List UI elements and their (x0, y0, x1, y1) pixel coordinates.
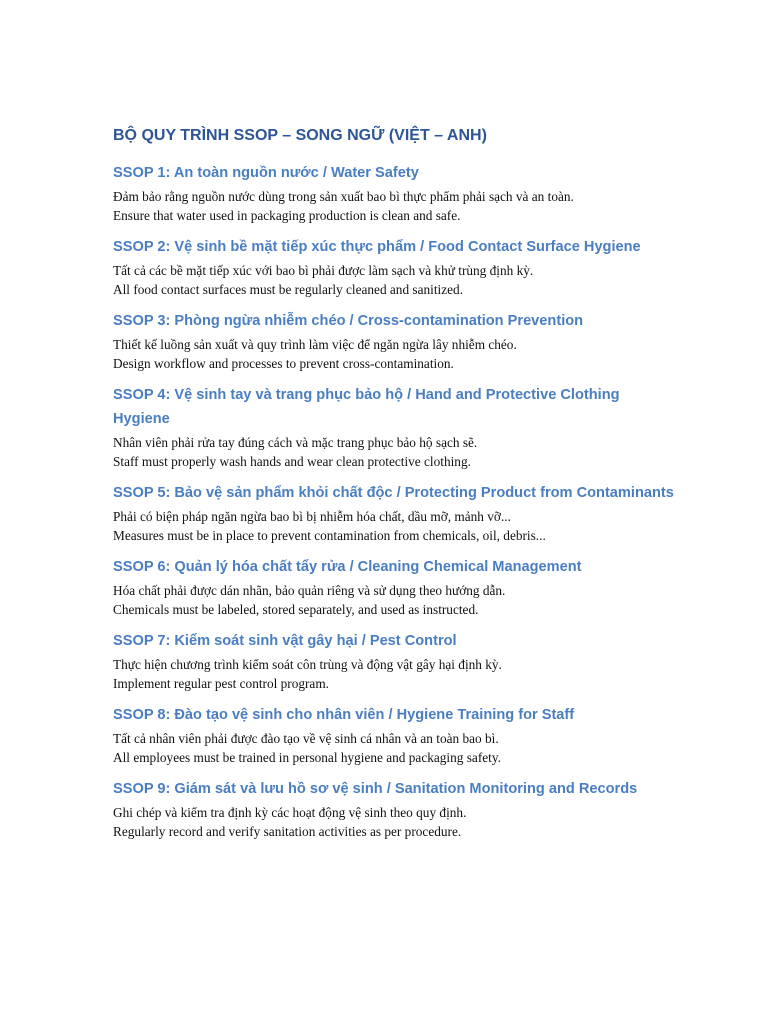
section-heading: SSOP 7: Kiểm soát sinh vật gây hại / Pest Control (113, 633, 457, 649)
section-text-en: Staff must properly wash hands and wear clean protective clothing. (113, 454, 471, 469)
section-heading: SSOP 8: Đào tạo vệ sinh cho nhân viên / Hygiene Training for Staff (113, 707, 575, 723)
section-text-vi: Hóa chất phải được dán nhãn, bảo quản riêng và sử dụng theo hướng dẫn. (113, 583, 506, 598)
section-heading: SSOP 4: Vệ sinh tay và trang phục bảo hộ / Hand and Protective Clothing Hygiene (113, 387, 620, 427)
section-text-en: Ensure that water used in packaging production is clean and safe. (113, 208, 461, 223)
section-text-en: Regularly record and verify sanitation activities as per procedure. (113, 824, 462, 839)
section-ssop-7 (113, 629, 673, 693)
section-text-vi: Thiết kế luồng sản xuất và quy trình làm việc để ngăn ngừa lây nhiễm chéo. (113, 337, 517, 352)
section-text-en: All employees must be trained in personal hygiene and packaging safety. (113, 750, 501, 765)
section-text-vi: Thực hiện chương trình kiểm soát côn trùng và động vật gây hại định kỳ. (113, 657, 502, 672)
section-ssop-8 (113, 703, 673, 767)
section-text-en: All food contact surfaces must be regularly cleaned and sanitized. (113, 282, 464, 297)
document-page (113, 124, 673, 851)
section-heading: SSOP 6: Quản lý hóa chất tẩy rửa / Cleaning Chemical Management (113, 559, 582, 575)
section-text-vi: Nhân viên phải rửa tay đúng cách và mặc trang phục bảo hộ sạch sẽ. (113, 435, 478, 450)
section-ssop-3 (113, 309, 673, 373)
section-ssop-5 (113, 481, 673, 545)
section-text-vi: Tất cả nhân viên phải được đào tạo về vệ sinh cá nhân và an toàn bao bì. (113, 731, 499, 746)
section-heading: SSOP 5: Bảo vệ sản phẩm khỏi chất độc / Protecting Product from Contaminants (113, 485, 674, 501)
section-ssop-2 (113, 235, 673, 299)
section-heading: SSOP 3: Phòng ngừa nhiễm chéo / Cross-contamination Prevention (113, 313, 584, 329)
section-text-vi: Đảm bảo rằng nguồn nước dùng trong sản xuất bao bì thực phẩm phải sạch và an toàn. (113, 189, 574, 204)
section-text-en: Chemicals must be labeled, stored separately, and used as instructed. (113, 602, 479, 617)
document-title: BỘ QUY TRÌNH SSOP – SONG NGỮ (VIỆT – ANH) (113, 127, 487, 144)
section-heading: SSOP 2: Vệ sinh bề mặt tiếp xúc thực phẩm / Food Contact Surface Hygiene (113, 239, 641, 255)
section-text-en: Implement regular pest control program. (113, 676, 330, 691)
section-text-vi: Tất cả các bề mặt tiếp xúc với bao bì phải được làm sạch và khử trùng định kỳ. (113, 263, 534, 278)
section-text-vi: Phải có biện pháp ngăn ngừa bao bì bị nhiễm hóa chất, dầu mỡ, mảnh vỡ... (113, 509, 511, 524)
section-ssop-9 (113, 777, 673, 841)
section-text-en: Design workflow and processes to prevent cross-contamination. (113, 356, 454, 371)
section-heading: SSOP 9: Giám sát và lưu hồ sơ vệ sinh / Sanitation Monitoring and Records (113, 781, 638, 797)
section-text-vi: Ghi chép và kiểm tra định kỳ các hoạt động vệ sinh theo quy định. (113, 805, 467, 820)
section-text-en: Measures must be in place to prevent contamination from chemicals, oil, debris... (113, 528, 546, 543)
section-ssop-4 (113, 383, 673, 471)
section-ssop-1 (113, 161, 673, 225)
section-heading: SSOP 1: An toàn nguồn nước / Water Safety (113, 165, 419, 181)
section-ssop-6 (113, 555, 673, 619)
